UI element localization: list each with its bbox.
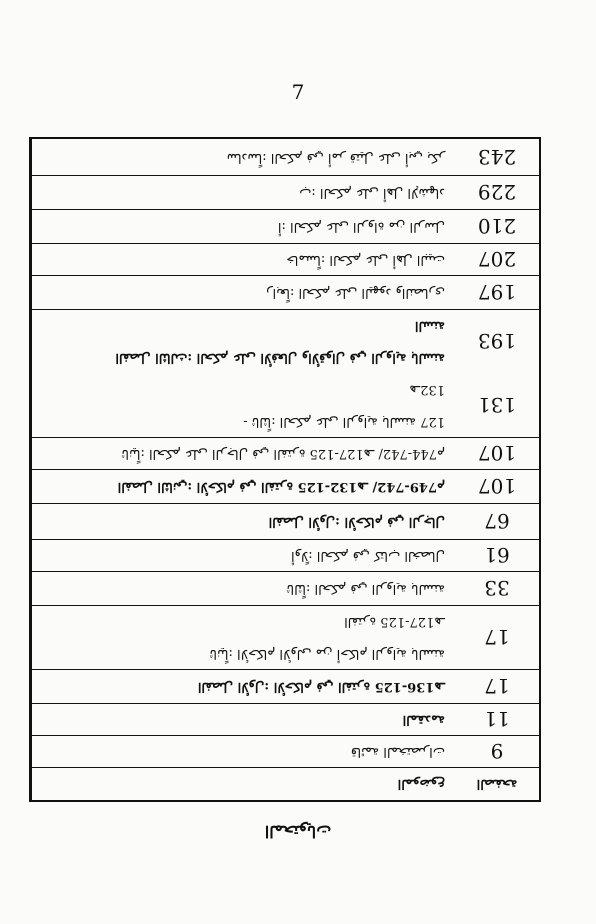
- toc-row: [31, 503, 539, 540]
- entry-title: ثالثاً: الحكم على الرواية بالسنة 127 - 132هـ: [31, 373, 455, 437]
- header-title: الموضوع: [31, 767, 455, 800]
- entry-title: أولاً: الحكم في كتاب الخصال: [31, 539, 455, 571]
- toc-row: [31, 703, 539, 736]
- entry-title: ثالثاً: الحكم في الرواية بالسنة: [31, 571, 455, 605]
- entry-page: 131: [477, 393, 517, 417]
- toc-table: [29, 137, 541, 802]
- toc-row: [31, 437, 539, 470]
- toc-row: [31, 275, 539, 310]
- toc-row: [31, 243, 539, 276]
- entry-page: 243: [477, 145, 517, 169]
- entry-page: 17: [484, 625, 510, 649]
- entry-page: 11: [484, 707, 510, 731]
- toc-row: [31, 139, 539, 176]
- toc-row: [31, 309, 539, 373]
- entry-title: أ: الحكم على الرواة من الرسل: [31, 209, 455, 243]
- entry-page: 61: [484, 543, 510, 567]
- toc-row: [31, 209, 539, 244]
- toc-row: [31, 175, 539, 210]
- page-number: 7: [291, 80, 305, 104]
- toc-header-row: [31, 767, 539, 800]
- entry-title: المقدمة: [31, 703, 455, 735]
- entry-page: 207: [477, 247, 517, 271]
- header-page: الصفحة: [476, 776, 518, 791]
- entry-title: ب: الحكم على أهل الإشهاد: [31, 175, 455, 209]
- entry-page: 67: [484, 509, 510, 533]
- entry-page: 33: [484, 576, 510, 600]
- entry-page: 210: [477, 214, 517, 238]
- entry-page: 197: [477, 280, 517, 304]
- toc-row: [31, 539, 539, 572]
- entry-title: الفصل الأول: الأحكام في الفترة 125-136هـ: [31, 669, 455, 703]
- entry-page: 229: [477, 180, 517, 204]
- entry-page: 193: [477, 329, 517, 353]
- entry-title: قائمة المختصرات: [31, 735, 455, 767]
- entry-title: الفصل الثالث: الحكم على الأفعال والأقوال في الرواية بالسنة السنة: [31, 309, 455, 373]
- entry-page: 9: [490, 739, 504, 763]
- entry-page: 107: [477, 474, 517, 498]
- toc-row: [31, 605, 539, 670]
- entry-page: 17: [484, 674, 510, 698]
- entry-title: الفصل الثاني: الأحكام في الفترة 125-132هـ /742-749م: [31, 469, 455, 503]
- entry-title: الفصل الأول: الأحكام في الرجال: [31, 503, 455, 539]
- toc-row: [31, 469, 539, 504]
- toc-row: [31, 373, 539, 438]
- entry-title: سادساً: الحكم في أمر قتيل على أبي بكر: [31, 139, 455, 175]
- entry-title: رابعاً: الحكم على اليهود والنصارى: [31, 275, 455, 309]
- toc-row: [31, 571, 539, 606]
- contents-heading: المحتويات: [264, 822, 332, 841]
- toc-row: [31, 669, 539, 704]
- entry-title: خامساً: الحكم على أهل البيت: [31, 243, 455, 275]
- entry-page: 107: [477, 441, 517, 465]
- entry-title: ثانياً: الأحكام الأولى من أحكام الرواية بالسنة الفترة 125-127هـ: [31, 605, 455, 669]
- entry-title: ثانياً: الحكم على الرجال في الفترة 125-127هـ /742-744م: [31, 437, 455, 469]
- toc-row: [31, 735, 539, 768]
